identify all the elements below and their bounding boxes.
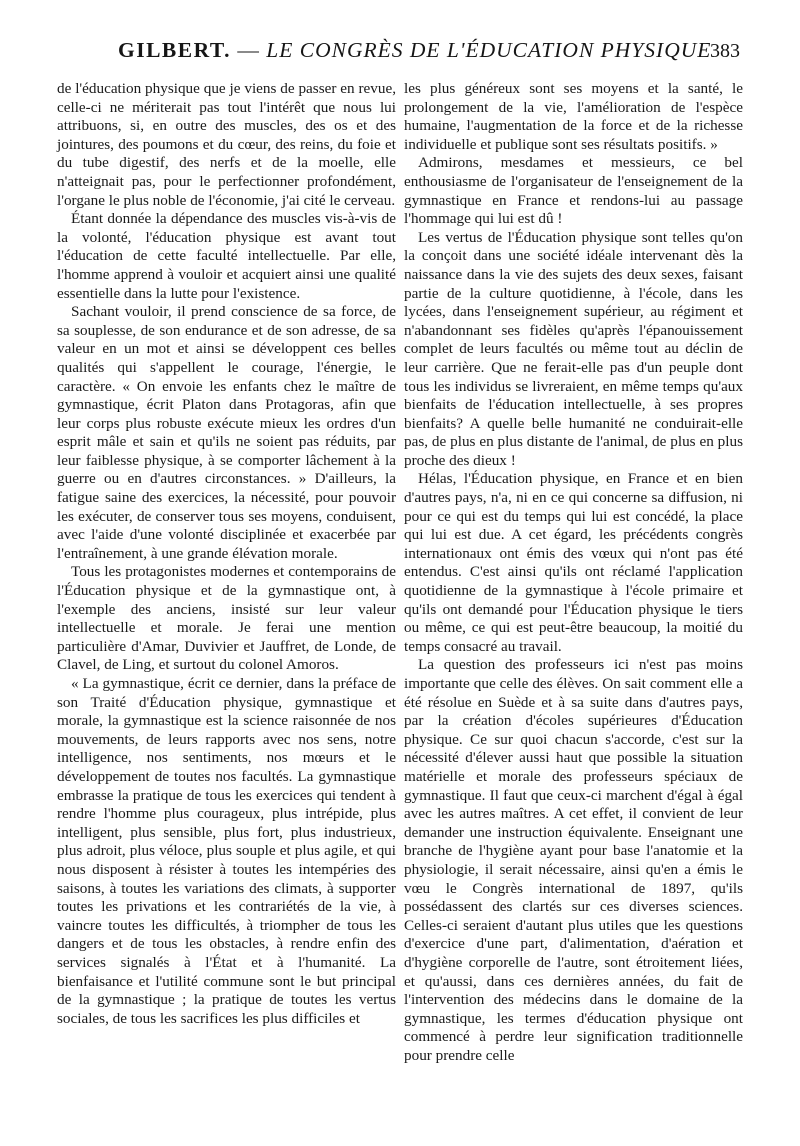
journal-article-title: LE CONGRÈS DE L'ÉDUCATION PHYSIQUE [266,38,712,62]
paragraph: Tous les protagonistes modernes et contemporains de l'Éducation physique et de la gymnastique ont, à l'exemple des anciens, insisté sur leur valeur intellectuelle et morale. Je ferai une mention particulière d'Amar, Duvivier et Jauffret, de Londe, de Clavel, de Ling, et surtout du colonel Amoros. [57,563,396,674]
page-number: 383 [710,40,740,62]
paragraph: Hélas, l'Éducation physique, en France et en bien d'autres pays, n'a, ni en ce qui concerne sa diffusion, ni pour ce qui est du temps qui lui est concédé, la place qui lui est due. A cet égard, les précédents congrès internationaux ont émis des vœux qui n'ont pas été entendus. C'est ainsi qu'ils ont réclamé l'application quotidienne de la gymnastique à l'école primaire et qu'ils ont demandé pour l'Éducation physique le tiers ou même, ce qui est peut-être beaucoup, la moitié du temps consacré au travail. [404,470,743,655]
paragraph: Les vertus de l'Éducation physique sont telles qu'on la conçoit dans une société idéale intervenant dès la naissance dans la vie des sujets des deux sexes, faisant partie de la culture quotidienne, à l'école, dans les lycées, dans l'enseignement supérieur, au régiment et n'abandonnant ses fidèles qu'après l'épanouissement complet de leurs facultés ou même tout au déclin de leur carrière. Que ne ferait-elle pas d'un peuple dont tous les individus se livreraient, en même temps qu'aux bienfaits de l'éducation intellectuelle, à ses propres bienfaits? A quelle belle humanité ne conduirait-elle pas, de plus en plus distante de l'animal, de plus en plus proche des dieux ! [404,228,743,469]
paragraph: « La gymnastique, écrit ce dernier, dans la préface de son Traité d'Éducation physique, gymnastique et morale, la gymnastique est la science raisonnée de nos mouvements, de leurs rapports avec nos sens, notre intelligence, nos sentiments, nos mœurs et le développement de toutes nos facultés. La gymnastique embrasse la pratique de tous les exercices qui tendent à rendre l'homme plus courageux, plus intrépide, plus intelligent, plus sensible, plus fort, plus industrieux, plus adroit, plus véloce, plus souple et plus agile, et qui nous disposent à résister à toutes les intempéries des saisons, à toutes les variations des climats, à supporter toutes les privations et les contrariétés de la vie, à vaincre toutes les difficultés, à triompher de tous les dangers et de tous les obstacles, à rendre enfin des services signalés à l'État et à l'humanité. La bienfaisance et l'utilité commune sont le but principal de la gymnastique ; la pratique de toutes les vertus sociales, de tous les sacrifices les plus difficiles et [57,675,396,1027]
paragraph: Admirons, mesdames et messieurs, ce bel enthousiasme de l'organisateur de l'enseignement de la gymnastique en France et rendons-lui au passage l'hommage qui lui est dû ! [404,154,743,228]
title-dash: — [237,38,260,62]
running-title [118,38,711,63]
author-name: GILBERT. [118,38,232,62]
page-header [60,38,740,68]
right-column [404,80,743,1065]
paragraph: les plus généreux sont ses moyens et la santé, le prolongement de la vie, l'amélioration de l'espèce humaine, l'augmentation de la force et de la richesse individuelle et publique sont ses résultats positifs. » [404,80,743,153]
left-column [57,80,396,1028]
paragraph: La question des professeurs ici n'est pas moins importante que celle des élèves. On sait comment elle a été résolue en Suède et à sa suite dans d'autres pays, par la création d'écoles supérieures d'Éducation physique. Ce sur quoi chacun s'accorde, c'est sur la nécessité d'élever aussi haut que possible la situation matérielle et morale des professeurs spéciaux de gymnastique. Il faut que ceux-ci marchent d'égal à égal avec les autres maîtres. A cet effet, il convient de leur demander une instruction équivalente. Enseignant une branche de l'hygiène ayant pour base l'anatomie et la physiologie, il serait nécessaire, ainsi qu'en a émis le vœu le Congrès international de 1897, qu'ils possédassent des clartés sur ces diverses sciences. Celles-ci seraient d'autant plus utiles que les questions d'exercice d'une part, d'alimentation, d'aération et d'hygiène corporelle de l'autre, sont étroitement liées, et qu'aussi, dans ces dernières années, du fait de l'intervention des médecins dans le domaine de la gymnastique, les termes d'éducation physique ont commencé à perdre leur signification traditionnelle pour prendre celle [404,656,743,1064]
paragraph: Sachant vouloir, il prend conscience de sa force, de sa souplesse, de son endurance et de son adresse, de sa valeur en un mot et ainsi se développent ces belles qualités qui s'appellent le courage, l'énergie, le caractère. « On envoie les enfants chez le maître de gymnastique, écrit Platon dans Protagoras, afin que leur corps plus robuste exécute mieux les ordres d'un esprit mâle et sain et qu'ils ne soient pas réduits, par leur faiblesse physique, à se comporter lâchement à la guerre ou en d'autres circonstances. » D'ailleurs, la fatigue saine des exercices, la nécessité, pour pouvoir les exécuter, de conserver tous ses moyens, conduisent, avec l'aide d'une volonté disciplinée et exacerbée par l'entraînement, à une grande élévation morale. [57,303,396,562]
paragraph: Étant donnée la dépendance des muscles vis-à-vis de la volonté, l'éducation physique est avant tout l'éducation de cette faculté intellectuelle. Par elle, l'homme apprend à vouloir et acquiert ainsi une qualité essentielle dans la lutte pour l'existence. [57,210,396,302]
paragraph: de l'éducation physique que je viens de passer en revue, celle-ci ne mériterait pas tout l'intérêt que nous lui attribuons, si, en outre des muscles, des os et des jointures, des poumons et du cœur, des reins, du foie et du tube digestif, des nerfs et de la moelle, elle n'atteignait pas, pour le perfectionner profondément, l'organe le plus noble de l'économie, j'ai cité le cerveau. [57,80,396,209]
